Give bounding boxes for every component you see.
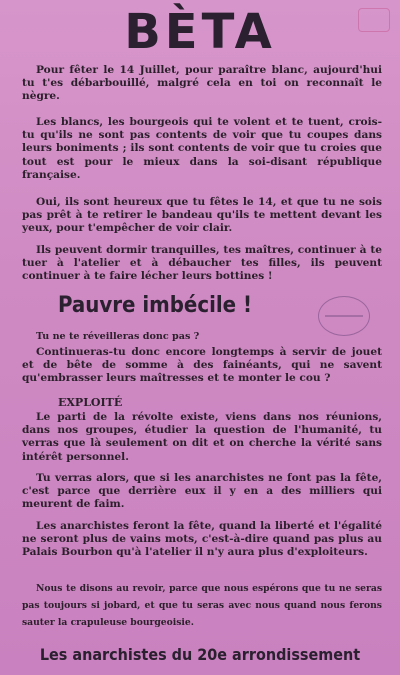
body-paragraph-2: Tu verras alors, que si les anarchistes ne font pas la fête, c'est parce que derrière eux il y en a des milliers qui meurent de faim. [22,472,382,511]
subtitle: Pauvre imbécile ! [58,293,252,318]
poster-title: BÈTA [124,4,276,60]
section-heading: EXPLOITÉ [58,396,123,409]
paragraph-4: Ils peuvent dormir tranquilles, tes maîtres, continuer à te tuer à l'atelier et à débaucher tes filles, ils peuvent continuer à te faire lécher leurs bottines ! [22,244,382,283]
paragraph-3: Oui, ils sont heureux que tu fêtes le 14, et que tu ne sois pas prêt à te retirer le bandeau qu'ils te mettent devant les yeux, pour t'empêcher de voir clair. [22,196,382,235]
signature-footer: Les anarchistes du 20e arrondissement [39,645,361,664]
question-1: Tu ne te réveilleras donc pas ? [36,331,200,342]
question-2: Continueras-tu donc encore longtemps à servir de jouet et de bête de somme à des fainéants, qui ne savent qu'embrasser leurs maîtresses et te monter le cou ? [22,346,382,385]
body-paragraph-1: Le parti de la révolte existe, viens dans nos réunions, dans nos groupes, étudier la question de l'humanité, tu verras que là seulement on dit et on cherche la vérité sans intérêt personnel. [22,411,382,463]
body-paragraph-4: Nous te disons au revoir, parce que nous espérons que tu ne seras pas toujours si jobard, et que tu seras avec nous quand nous ferons sauter la crapuleuse bourgeoisie. [22,583,382,628]
paragraph-1: Pour fêter le 14 Juillet, pour paraître blanc, aujourd'hui tu t'es débarbouillé, malgré cela en toi on reconnaît le nègre. [22,64,382,103]
paragraph-2: Les blancs, les bourgeois qui te volent et te tuent, crois-tu qu'ils ne sont pas contents de voir que tu coupes dans leurs boniments ; ils sont contents de voir que tu croies que tout est pour le mieux dans la soi-disant république française. [22,116,382,181]
body-paragraph-3: Les anarchistes feront la fête, quand la liberté et l'égalité ne seront plus de vains mots, c'est-à-dire quand pas plus au Palais Bourbon qu'à l'atelier il n'y aura plus d'exploiteurs. [22,520,382,559]
